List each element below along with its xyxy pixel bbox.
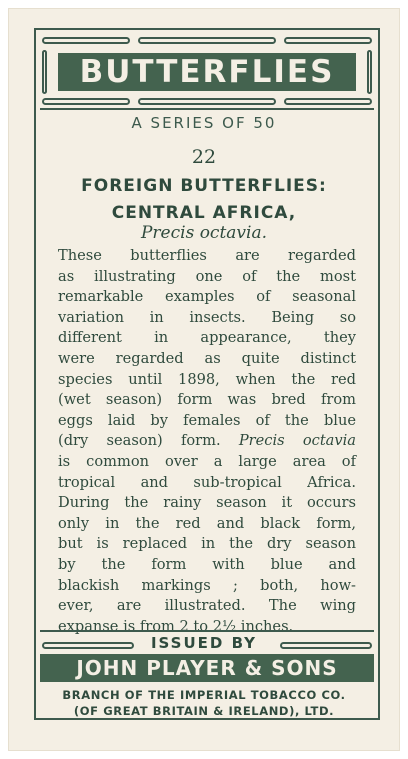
description-line: (dry season) form. Precis octavia bbox=[58, 432, 356, 450]
ornament-bar bbox=[42, 37, 130, 44]
description-line: tropical and sub-tropical Africa. bbox=[58, 473, 356, 491]
branch-line-1: BRANCH OF THE IMPERIAL TOBACCO CO. bbox=[62, 688, 346, 702]
card-heading: FOREIGN BUTTERFLIES: bbox=[81, 176, 327, 196]
description-line: During the rainy season it occurs bbox=[58, 494, 356, 512]
description-line: only in the red and black form, bbox=[58, 514, 356, 532]
description-line: species until 1898, when the red bbox=[58, 370, 356, 388]
ornament-bar bbox=[42, 98, 130, 105]
description-line: variation in insects. Being so bbox=[58, 308, 356, 326]
series-label: A SERIES OF 50 bbox=[131, 114, 277, 132]
divider bbox=[40, 630, 374, 632]
card-subheading: CENTRAL AFRICA, bbox=[111, 203, 297, 223]
description-line: expanse is from 2 to 2½ inches. bbox=[58, 617, 294, 635]
description-line: ever, are illustrated. The wing bbox=[58, 597, 356, 615]
branch-line-2: (OF GREAT BRITAIN & IRELAND), LTD. bbox=[73, 704, 335, 718]
description-line: but is replaced in the dry season bbox=[58, 535, 356, 553]
ornament-bar bbox=[138, 37, 276, 44]
ornament-bar bbox=[42, 50, 47, 94]
description-line: eggs laid by females of the blue bbox=[58, 411, 356, 429]
species-name: Precis octavia. bbox=[140, 223, 267, 243]
description-line: remarkable examples of seasonal bbox=[58, 288, 356, 306]
ornament-bar bbox=[284, 37, 372, 44]
description-line: different in appearance, they bbox=[58, 329, 356, 347]
card-number: 22 bbox=[191, 146, 217, 168]
divider bbox=[40, 108, 374, 110]
title-banner: BUTTERFLIES bbox=[58, 53, 356, 91]
description-line: were regarded as quite distinct bbox=[58, 349, 356, 367]
description-text bbox=[58, 246, 356, 637]
issued-by-label: ISSUED BY bbox=[150, 634, 258, 652]
description-line: These butterflies are regarded bbox=[58, 247, 356, 264]
description-line: as illustrating one of the most bbox=[58, 267, 356, 285]
ornament-bar bbox=[367, 50, 372, 94]
description-line: blackish markings ; both, how- bbox=[58, 576, 356, 594]
company-banner: JOHN PLAYER & SONS bbox=[40, 654, 374, 682]
description-line: (wet season) form was bred from bbox=[58, 391, 356, 409]
description-line: is common over a large area of bbox=[58, 452, 356, 470]
ornament-bar bbox=[284, 98, 372, 105]
description-line: by the form with blue and bbox=[58, 555, 356, 573]
ornament-bar bbox=[138, 98, 276, 105]
